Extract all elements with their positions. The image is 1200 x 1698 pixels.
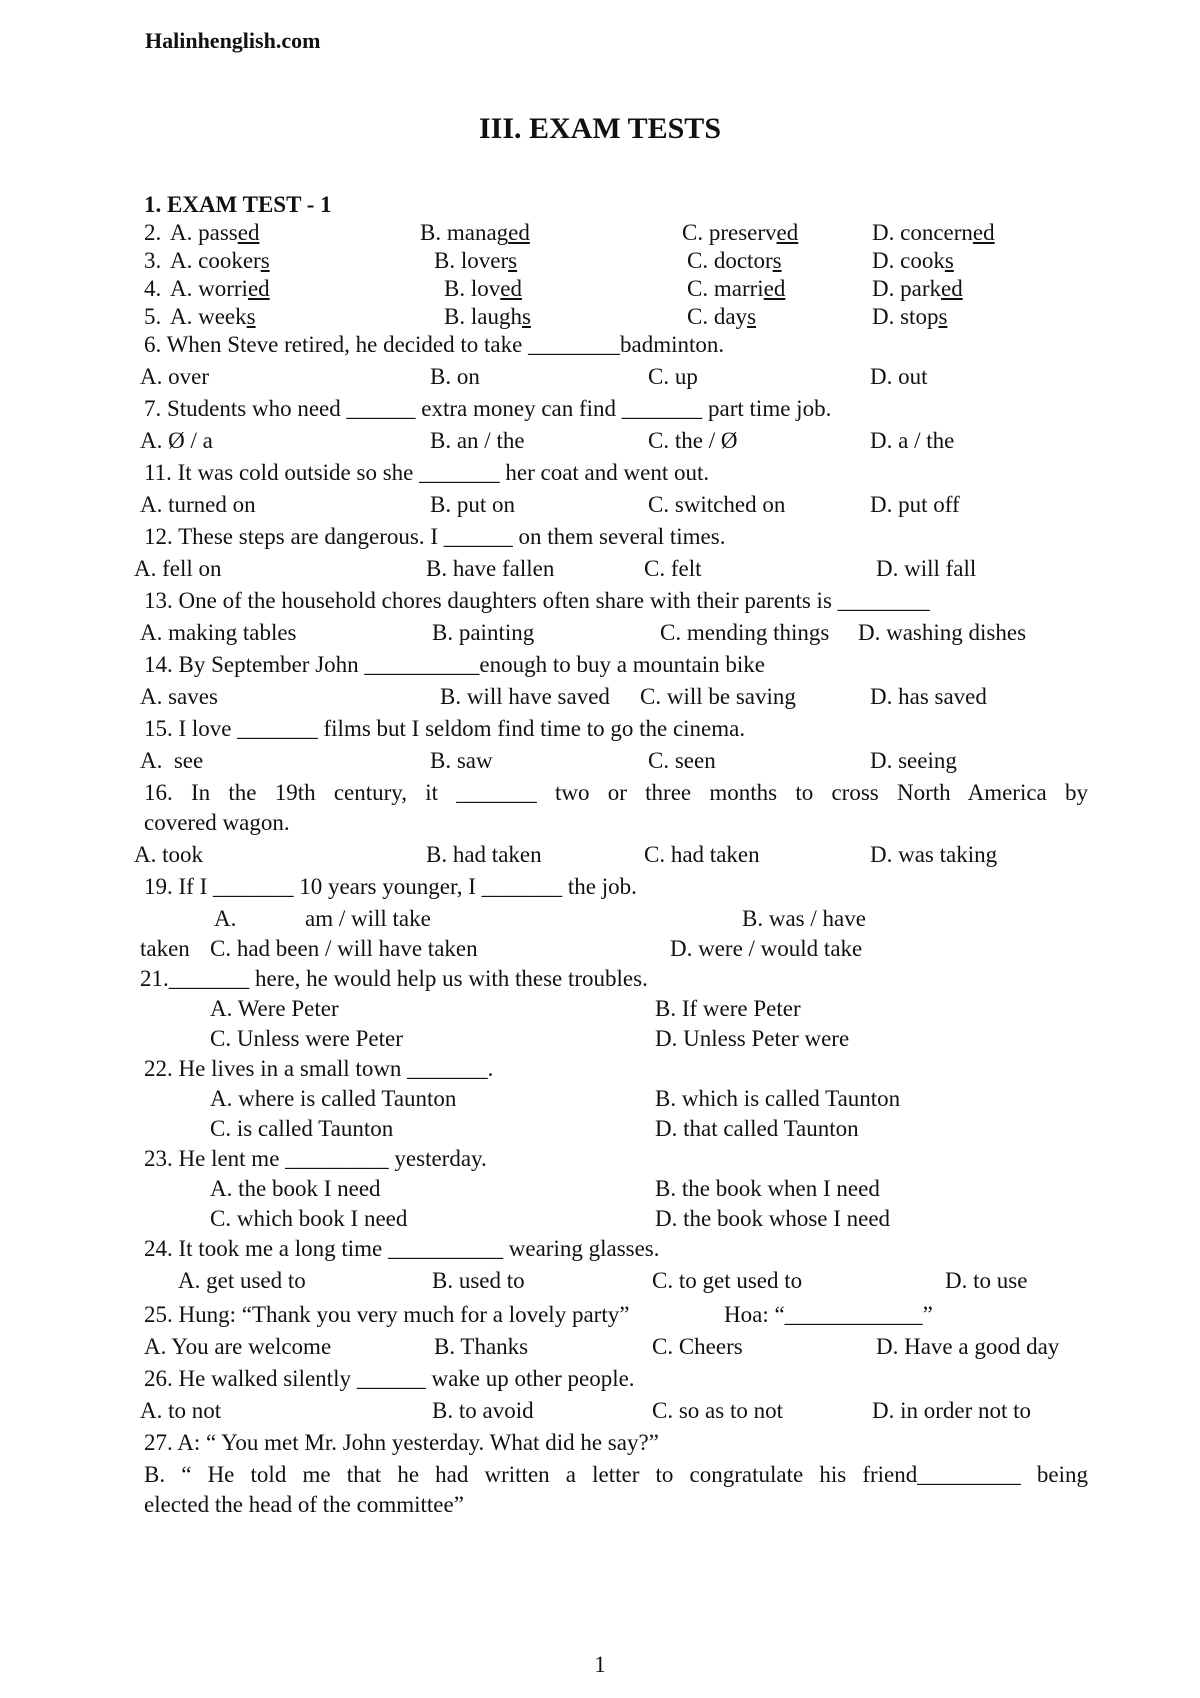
question-15-stem: 15. I love _______ films but I seldom find time to go the cinema. <box>144 716 746 741</box>
question-14-options: A. saves B. will have saved C. will be saving D. has saved <box>140 684 987 709</box>
question-22-options-cd: C. is called Taunton D. that called Taunton <box>210 1116 859 1141</box>
question-14-stem: 14. By September John __________enough to buy a mountain bike <box>144 652 765 677</box>
option-d: D. cooks <box>872 248 954 273</box>
option-a: A. cookers <box>170 248 270 273</box>
question-6-stem: 6. When Steve retired, he decided to take ________badminton. <box>144 332 725 357</box>
question-24-options: A. get used to B. used to C. to get used to D. to use <box>178 1268 1028 1293</box>
question-21-options-cd: C. Unless were Peter D. Unless Peter were <box>210 1026 850 1051</box>
question-16-options: A. took B. had taken C. had taken D. was taking <box>134 842 998 867</box>
question-11-stem: 11. It was cold outside so she _______ her coat and went out. <box>144 460 710 485</box>
question-19-options-line-1: A. am / will take B. was / have <box>214 906 866 931</box>
question-21-options-ab: A. Were Peter B. If were Peter <box>210 996 801 1021</box>
question-19-stem: 19. If I _______ 10 years younger, I _______ the job. <box>144 874 637 899</box>
question-26-stem: 26. He walked silently ______ wake up other people. <box>144 1366 635 1391</box>
page-number: 1 <box>594 1652 606 1677</box>
question-22-options-ab: A. where is called Taunton B. which is called Taunton <box>210 1086 901 1111</box>
option-d: D. concerned <box>872 220 995 245</box>
option-b: B. managed <box>420 220 530 245</box>
option-a: A. passed <box>170 220 260 245</box>
question-24-stem: 24. It took me a long time __________ wearing glasses. <box>144 1236 660 1261</box>
question-13-options: A. making tables B. painting C. mending things D. washing dishes <box>140 620 1027 645</box>
option-a: A. weeks <box>170 304 256 329</box>
question-2: 2. A. passed B. managed C. preserved D. concerned <box>0 218 1200 248</box>
page-title: III. EXAM TESTS <box>478 112 722 145</box>
option-b: B. loved <box>444 276 522 301</box>
question-27-response-line-2: elected the head of the committee” <box>144 1492 464 1517</box>
option-c: C. preserved <box>682 220 799 245</box>
option-b: B. lovers <box>434 248 518 273</box>
question-21-stem: 21._______ here, he would help us with these troubles. <box>140 966 648 991</box>
option-c: C. married <box>687 276 786 301</box>
option-b: B. laughs <box>444 304 531 329</box>
question-26-options: A. to not B. to avoid C. so as to not D. in order not to <box>140 1398 1032 1423</box>
question-7-options: A. Ø / a B. an / the C. the / Ø D. a / the <box>140 428 955 453</box>
question-25-options: A. You are welcome B. Thanks C. Cheers D. Have a good day <box>144 1334 1060 1359</box>
question-15-options: A. see B. saw C. seen D. seeing <box>140 748 957 773</box>
question-23-options-ab: A. the book I need B. the book when I need <box>210 1176 880 1201</box>
question-16-stem-line-2: covered wagon. <box>144 810 290 835</box>
option-c: C. days <box>687 304 757 329</box>
option-d: D. parked <box>872 276 963 301</box>
question-19-options-line-2: taken C. had been / will have taken D. were / would take <box>140 936 863 961</box>
question-27-stem: 27. A: “ You met Mr. John yesterday. What did he say?” <box>144 1430 659 1455</box>
option-a: A. worried <box>170 276 270 301</box>
question-3: 3. A. cookers B. lovers C. doctors D. cooks <box>0 246 1200 276</box>
option-c: C. doctors <box>687 248 782 273</box>
question-27-response-line-1: B. “ He told me that he had written a letter to congratulate his friend_________ being <box>144 1462 1088 1487</box>
question-4: 4. A. worried B. loved C. married D. parked <box>0 274 1200 304</box>
question-23-options-cd: C. which book I need D. the book whose I need <box>210 1206 891 1231</box>
site-header: Halinhenglish.com <box>145 28 321 53</box>
question-5: 5. A. weeks B. laughs C. days D. stops <box>0 302 1200 332</box>
question-13-stem: 13. One of the household chores daughters often share with their parents is ________ <box>144 588 930 613</box>
question-25-stem: 25. Hung: “Thank you very much for a lovely party” Hoa: “____________” <box>144 1302 933 1327</box>
question-16-stem-line-1: 16. In the 19th century, it _______ two or three months to cross North America by <box>144 780 1088 805</box>
question-7-stem: 7. Students who need ______ extra money can find _______ part time job. <box>144 396 832 421</box>
question-11-options: A. turned on B. put on C. switched on D. put off <box>140 492 960 517</box>
question-23-stem: 23. He lent me _________ yesterday. <box>144 1146 487 1171</box>
question-6-options: A. over B. on C. up D. out <box>140 364 928 389</box>
question-22-stem: 22. He lives in a small town _______. <box>144 1056 494 1081</box>
section-heading: 1. EXAM TEST - 1 <box>144 192 332 217</box>
question-12-options: A. fell on B. have fallen C. felt D. will fall <box>134 556 977 581</box>
question-12-stem: 12. These steps are dangerous. I ______ on them several times. <box>144 524 726 549</box>
option-d: D. stops <box>872 304 948 329</box>
